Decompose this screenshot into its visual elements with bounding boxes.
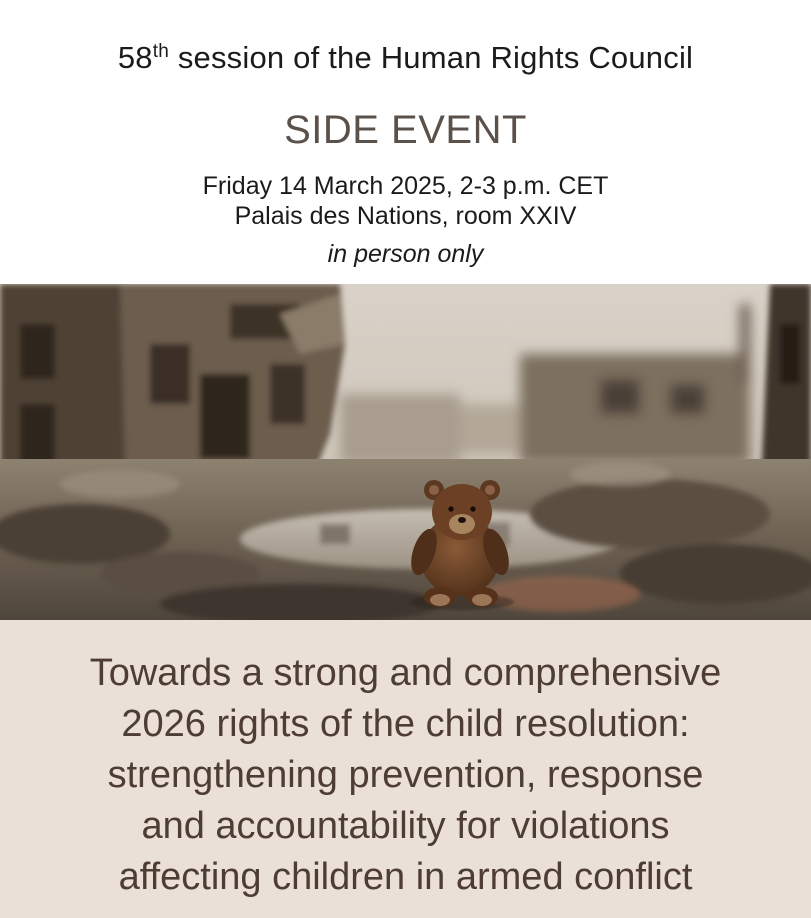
event-photo: [0, 284, 811, 620]
event-venue: Palais des Nations, room XXIV: [234, 202, 577, 230]
event-type: SIDE EVENT: [284, 108, 527, 152]
session-heading-text: session of the Human Rights Council: [169, 40, 694, 75]
event-title-line: 2026 rights of the child resolution:: [121, 703, 690, 745]
teddy-bear-ruins-illustration: [0, 284, 811, 620]
event-date-time: Friday 14 March 2025, 2-3 p.m. CET: [202, 172, 609, 200]
event-header: [0, 0, 811, 284]
event-title-line: affecting children in armed conflict: [118, 856, 693, 898]
event-title-line: and accountability for violations: [141, 805, 670, 847]
event-attendance-mode: in person only: [327, 240, 484, 268]
session-heading: [0, 40, 811, 76]
session-ordinal-suffix: th: [152, 41, 169, 62]
session-number: 58: [117, 40, 153, 75]
event-title-line: Towards a strong and comprehensive: [89, 652, 722, 694]
event-title-panel: [0, 620, 811, 918]
event-title: [0, 648, 811, 903]
event-title-line: strengthening prevention, response: [107, 754, 704, 796]
